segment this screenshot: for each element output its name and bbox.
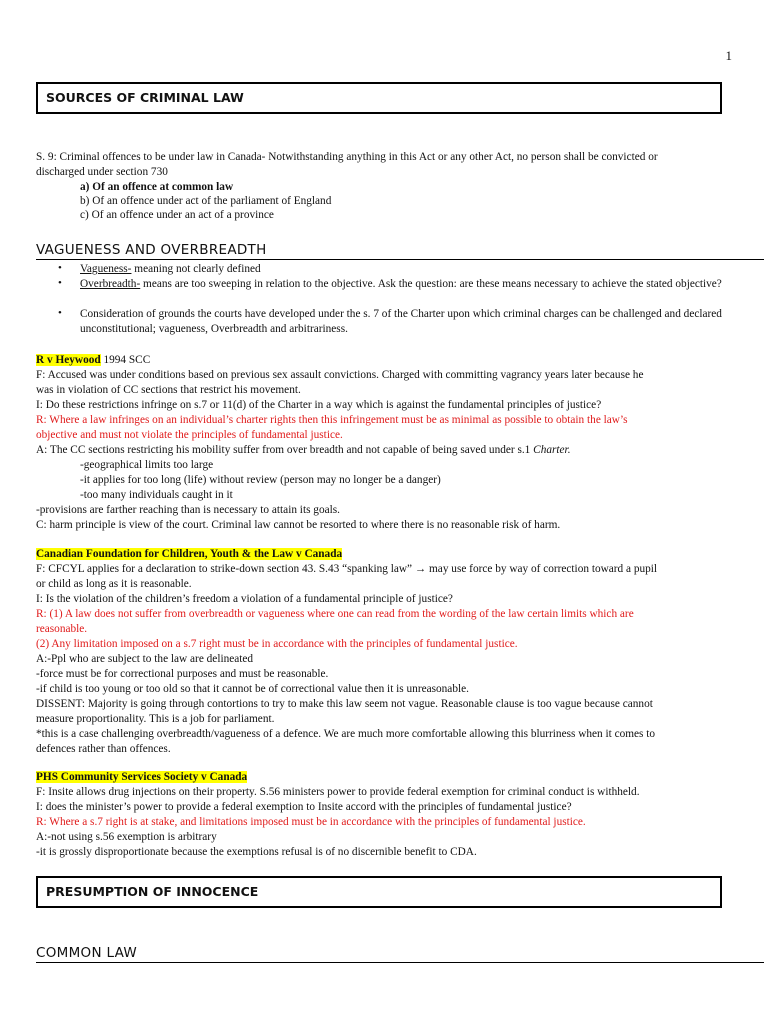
bullet-vagueness — [80, 262, 740, 277]
case-heywood-title — [36, 353, 736, 368]
section-title: SOURCES OF CRIMINAL LAW — [46, 90, 244, 105]
cfcyl-rule: (2) Any limitation imposed on a s.7 right must be in accordance with the principles of fundamental justice. — [36, 638, 518, 650]
phs-facts: F: Insite allows drug injections on their property. S.56 ministers power to provide federal exemption for criminal conduct is withheld. — [36, 786, 640, 798]
section-box-sources — [36, 82, 722, 114]
heywood-rule: objective and must not violate the principles of fundamental justice. — [36, 429, 343, 441]
cfcyl-dissent: measure proportionality. This is a job for parliament. — [36, 713, 275, 725]
bullet-icon: • — [58, 307, 62, 319]
heywood-analysis: -too many individuals caught in it — [80, 489, 233, 501]
cfcyl-dissent: DISSENT: Majority is going through contortions to try to make this law seem not vague. Reasonable clause is too vague because cannot — [36, 698, 653, 710]
cfcyl-analysis: -if child is too young or too old so that it cannot be of correctional value then it is unreasonable. — [36, 683, 469, 695]
heywood-conclusion: C: harm principle is view of the court. Criminal law cannot be resorted to where there is no reasonable risk of harm. — [36, 519, 561, 531]
heywood-issue: I: Do these restrictions infringe on s.7 or 11(d) of the Charter in a way which is against the fundamental principles of justice? — [36, 399, 602, 411]
cfcyl-analysis: -force must be for correctional purposes and must be reasonable. — [36, 668, 329, 680]
s9-item-b: b) Of an offence under act of the parliament of England — [80, 195, 332, 207]
vagueness-heading: VAGUENESS AND OVERBREADTH — [36, 242, 764, 260]
bullet-icon: • — [58, 277, 62, 289]
case-name: PHS Community Services Society v Canada — [36, 771, 248, 783]
case-name: R v Heywood — [36, 354, 101, 366]
section-title: PRESUMPTION OF INNOCENCE — [46, 884, 259, 899]
term: Vagueness- — [80, 263, 132, 275]
heywood-analysis: -it applies for too long (life) without review (person may no longer be a danger) — [80, 474, 441, 486]
cfcyl-rule: reasonable. — [36, 623, 88, 635]
phs-rule: R: Where a s.7 right is at stake, and limitations imposed must be in accordance with the principles of fundamental justice. — [36, 816, 586, 828]
term: Overbreadth- — [80, 278, 141, 290]
heywood-facts: F: Accused was under conditions based on previous sex assault convictions. Charged with committing vagrancy years later because he — [36, 369, 644, 381]
definition: meaning not clearly defined — [131, 263, 261, 275]
case-phs-title — [36, 770, 736, 785]
bullet-overbreadth — [80, 277, 740, 292]
s9-item-a: a) Of an offence at common law — [80, 181, 234, 193]
cfcyl-analysis: A:-Ppl who are subject to the law are delineated — [36, 653, 254, 665]
cfcyl-facts: F: CFCYL applies for a declaration to strike-down section 43. S.43 “spanking law” → may use force by way of correction toward a pupil — [36, 563, 658, 575]
section-box-presumption — [36, 876, 722, 908]
case-year: 1994 SCC — [100, 354, 151, 366]
page-number: 1 — [725, 48, 732, 63]
charter-italic: Charter. — [533, 444, 571, 456]
common-law-heading: COMMON LAW — [36, 945, 764, 963]
cfcyl-facts: or child as long as it is reasonable. — [36, 578, 192, 590]
case-name: Canadian Foundation for Children, Youth & the Law v Canada — [36, 548, 343, 560]
s9-item-c: c) Of an offence under an act of a province — [80, 209, 274, 221]
cfcyl-issue: I: Is the violation of the children’s freedom a violation of a fundamental principle of justice? — [36, 593, 453, 605]
heywood-rule: R: Where a law infringes on an individual’s charter rights then this infringement must be as minimal as possible to obtain the law’s — [36, 414, 628, 426]
s9-text-line: discharged under section 730 — [36, 166, 168, 178]
analysis-text: A: The CC sections restricting his mobility suffer from over breadth and not capable of being saved under s.1 — [36, 444, 534, 456]
heywood-analysis: -provisions are farther reaching than is necessary to attain its goals. — [36, 504, 340, 516]
phs-analysis: -it is grossly disproportionate because the exemptions refusal is of no discernible benefit to CDA. — [36, 846, 477, 858]
definition: means are too sweeping in relation to the objective. Ask the question: are these means necessary to achieve the stated objective? — [140, 278, 722, 290]
s9-text-line: S. 9: Criminal offences to be under law in Canada- Notwithstanding anything in this Act or any other Act, no person shall be convicted or — [36, 151, 658, 163]
heywood-analysis: -geographical limits too large — [80, 459, 214, 471]
phs-issue: I: does the minister’s power to provide a federal exemption to Insite accord with the principles of fundamental justice? — [36, 801, 572, 813]
phs-analysis: A:-not using s.56 exemption is arbitrary — [36, 831, 217, 843]
cfcyl-rule: R: (1) A law does not suffer from overbreadth or vagueness where one can read from the wording of the law certain limits which are — [36, 608, 634, 620]
cfcyl-note: defences rather than offences. — [36, 743, 171, 755]
heywood-facts: was in violation of CC sections that restrict his movement. — [36, 384, 301, 396]
bullet-icon: • — [58, 262, 62, 274]
bullet-consideration: Consideration of grounds the courts have developed under the s. 7 of the Charter upon which criminal charges can be challenged and declared unconstitutional; vagueness, Overbreadth and arbitrariness. — [80, 308, 722, 335]
case-cfcyl-title — [36, 547, 736, 562]
heywood-analysis — [36, 443, 736, 458]
cfcyl-note: *this is a case challenging overbreadth/vagueness of a defence. We are much more comfortable allowing this blurriness when it comes to — [36, 728, 656, 740]
